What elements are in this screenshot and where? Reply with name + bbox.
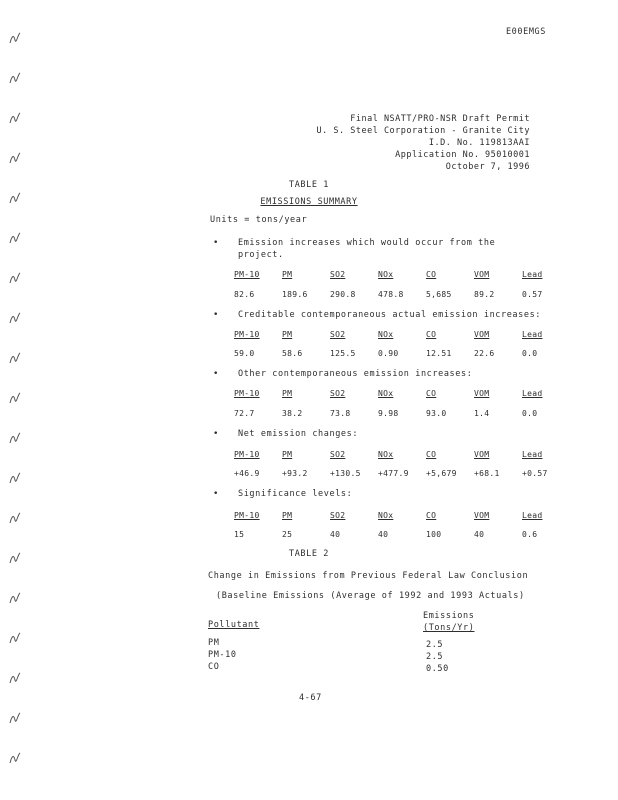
col-header: VOM — [474, 389, 490, 398]
emission-cell: 0.50 — [426, 664, 449, 674]
pollutant-cell: PM-10 — [208, 650, 237, 660]
section-3-text: Other contemporaneous emission increases: — [238, 369, 473, 379]
value-cell: 59.0 — [234, 349, 255, 358]
table1-subtitle: EMISSIONS SUMMARY — [260, 197, 358, 207]
col-header: PM — [282, 511, 293, 520]
col-header: VOM — [474, 330, 490, 339]
section-4-headers — [234, 450, 570, 459]
value-cell: 0.0 — [522, 349, 538, 358]
col-header: PM — [282, 270, 293, 279]
col-header: PM-10 — [234, 450, 260, 459]
value-cell: 1.4 — [474, 409, 490, 418]
col-header: SO2 — [330, 389, 346, 398]
header-line-1: Final NSATT/PRO-NSR Draft Permit — [350, 114, 530, 124]
value-cell: 12.51 — [426, 349, 452, 358]
col-header: PM — [282, 330, 293, 339]
table2-line-2: (Baseline Emissions (Average of 1992 and 1993 Actuals) — [216, 591, 525, 601]
value-cell: 478.8 — [378, 290, 404, 299]
col-header: Lead — [522, 270, 543, 279]
col-header: SO2 — [330, 270, 346, 279]
table2-line-1: Change in Emissions from Previous Federal Law Conclusion — [208, 571, 529, 581]
value-cell: 25 — [282, 530, 293, 539]
value-cell: 22.6 — [474, 349, 495, 358]
col-header: Lead — [522, 511, 543, 520]
value-cell: 40 — [474, 530, 485, 539]
section-4-text: Net emission changes: — [238, 429, 359, 439]
col-header: PM-10 — [234, 330, 260, 339]
value-cell: 89.2 — [474, 290, 495, 299]
col-header: NOx — [378, 270, 394, 279]
value-cell: 58.6 — [282, 349, 303, 358]
table2-title: TABLE 2 — [288, 549, 330, 559]
emission-cell: 2.5 — [426, 640, 444, 650]
section-1-text-cont: project. — [238, 250, 284, 260]
col-header: NOx — [378, 511, 394, 520]
value-cell: 0.0 — [522, 409, 538, 418]
value-cell: 93.0 — [426, 409, 447, 418]
margin-initial-icon — [8, 350, 22, 364]
section-3-values — [234, 409, 570, 418]
value-cell: 0.6 — [522, 530, 538, 539]
header-line-3: I.D. No. 119813AAI — [428, 138, 530, 148]
margin-initial-icon — [8, 270, 22, 284]
col-header: PM-10 — [234, 270, 260, 279]
value-cell: 5,685 — [426, 290, 452, 299]
header-line-5: October 7, 1996 — [445, 162, 530, 172]
col-header: PM-10 — [234, 389, 260, 398]
col-header: Lead — [522, 330, 543, 339]
value-cell: 73.8 — [330, 409, 351, 418]
bullet: • — [213, 429, 219, 439]
value-cell: 125.5 — [330, 349, 356, 358]
emission-cell: 2.5 — [426, 652, 444, 662]
units-line: Units = tons/year — [210, 215, 308, 225]
col-header: Lead — [522, 389, 543, 398]
bullet: • — [213, 238, 219, 248]
section-4-values — [234, 469, 570, 478]
margin-initial-icon — [8, 110, 22, 124]
section-1-values — [234, 290, 570, 299]
margin-initial-icon — [8, 430, 22, 444]
value-cell: 0.90 — [378, 349, 399, 358]
section-5-text: Significance levels: — [238, 489, 353, 499]
pollutant-cell: CO — [208, 662, 220, 672]
col-header: NOx — [378, 330, 394, 339]
table2-col-pollutant: Pollutant — [208, 620, 260, 630]
bullet: • — [213, 489, 219, 499]
section-2-headers — [234, 330, 570, 339]
value-cell: +477.9 — [378, 469, 409, 478]
pollutant-cell: PM — [208, 638, 220, 648]
section-5-headers — [234, 511, 570, 520]
value-cell: 0.57 — [522, 290, 543, 299]
margin-initial-icon — [8, 230, 22, 244]
margin-initial-icon — [8, 470, 22, 484]
margin-initial-icon — [8, 510, 22, 524]
section-2-text: Creditable contemporaneous actual emission increases: — [238, 310, 542, 320]
value-cell: 15 — [234, 530, 245, 539]
bullet: • — [213, 310, 219, 320]
margin-initial-icon — [8, 390, 22, 404]
header-line-2: U. S. Steel Corporation - Granite City — [316, 126, 530, 136]
value-cell: 72.7 — [234, 409, 255, 418]
col-header: CO — [426, 389, 437, 398]
table1-title: TABLE 1 — [288, 180, 330, 190]
col-header: SO2 — [330, 511, 346, 520]
value-cell: 100 — [426, 530, 442, 539]
value-cell: +93.2 — [282, 469, 308, 478]
col-header: VOM — [474, 511, 490, 520]
col-header: PM-10 — [234, 511, 260, 520]
col-header: Lead — [522, 450, 543, 459]
value-cell: 290.8 — [330, 290, 356, 299]
value-cell: +46.9 — [234, 469, 260, 478]
col-header: CO — [426, 450, 437, 459]
value-cell: 82.6 — [234, 290, 255, 299]
value-cell: 40 — [330, 530, 341, 539]
section-1-headers — [234, 270, 570, 279]
col-header: VOM — [474, 270, 490, 279]
margin-initial-icon — [8, 310, 22, 324]
col-header: CO — [426, 270, 437, 279]
col-header: PM — [282, 389, 293, 398]
col-header: NOx — [378, 389, 394, 398]
col-header: NOx — [378, 450, 394, 459]
value-cell: 38.2 — [282, 409, 303, 418]
col-header: VOM — [474, 450, 490, 459]
col-header: PM — [282, 450, 293, 459]
document-id: E00EMGS — [505, 27, 546, 37]
value-cell: 189.6 — [282, 290, 308, 299]
margin-initial-icon — [8, 750, 22, 764]
value-cell: +68.1 — [474, 469, 500, 478]
margin-initial-icon — [8, 710, 22, 724]
value-cell: 40 — [378, 530, 389, 539]
value-cell: +5,679 — [426, 469, 457, 478]
section-5-values — [234, 530, 570, 539]
bullet: • — [213, 369, 219, 379]
section-2-values — [234, 349, 570, 358]
value-cell: +130.5 — [330, 469, 361, 478]
section-3-headers — [234, 389, 570, 398]
table2-col-units: (Tons/Yr) — [423, 623, 475, 633]
margin-initial-icon — [8, 30, 22, 44]
section-1-text: Emission increases which would occur from the — [238, 238, 496, 248]
value-cell: 9.98 — [378, 409, 399, 418]
margin-initial-icon — [8, 630, 22, 644]
col-header: CO — [426, 330, 437, 339]
page-number: 4-67 — [299, 693, 322, 703]
margin-initial-icon — [8, 150, 22, 164]
table2-col-emissions: Emissions — [423, 611, 475, 621]
col-header: SO2 — [330, 450, 346, 459]
margin-initial-icon — [8, 590, 22, 604]
header-line-4: Application No. 95010001 — [395, 150, 530, 160]
margin-initial-icon — [8, 70, 22, 84]
value-cell: +0.57 — [522, 469, 548, 478]
col-header: CO — [426, 511, 437, 520]
col-header: SO2 — [330, 330, 346, 339]
margin-initial-icon — [8, 670, 22, 684]
